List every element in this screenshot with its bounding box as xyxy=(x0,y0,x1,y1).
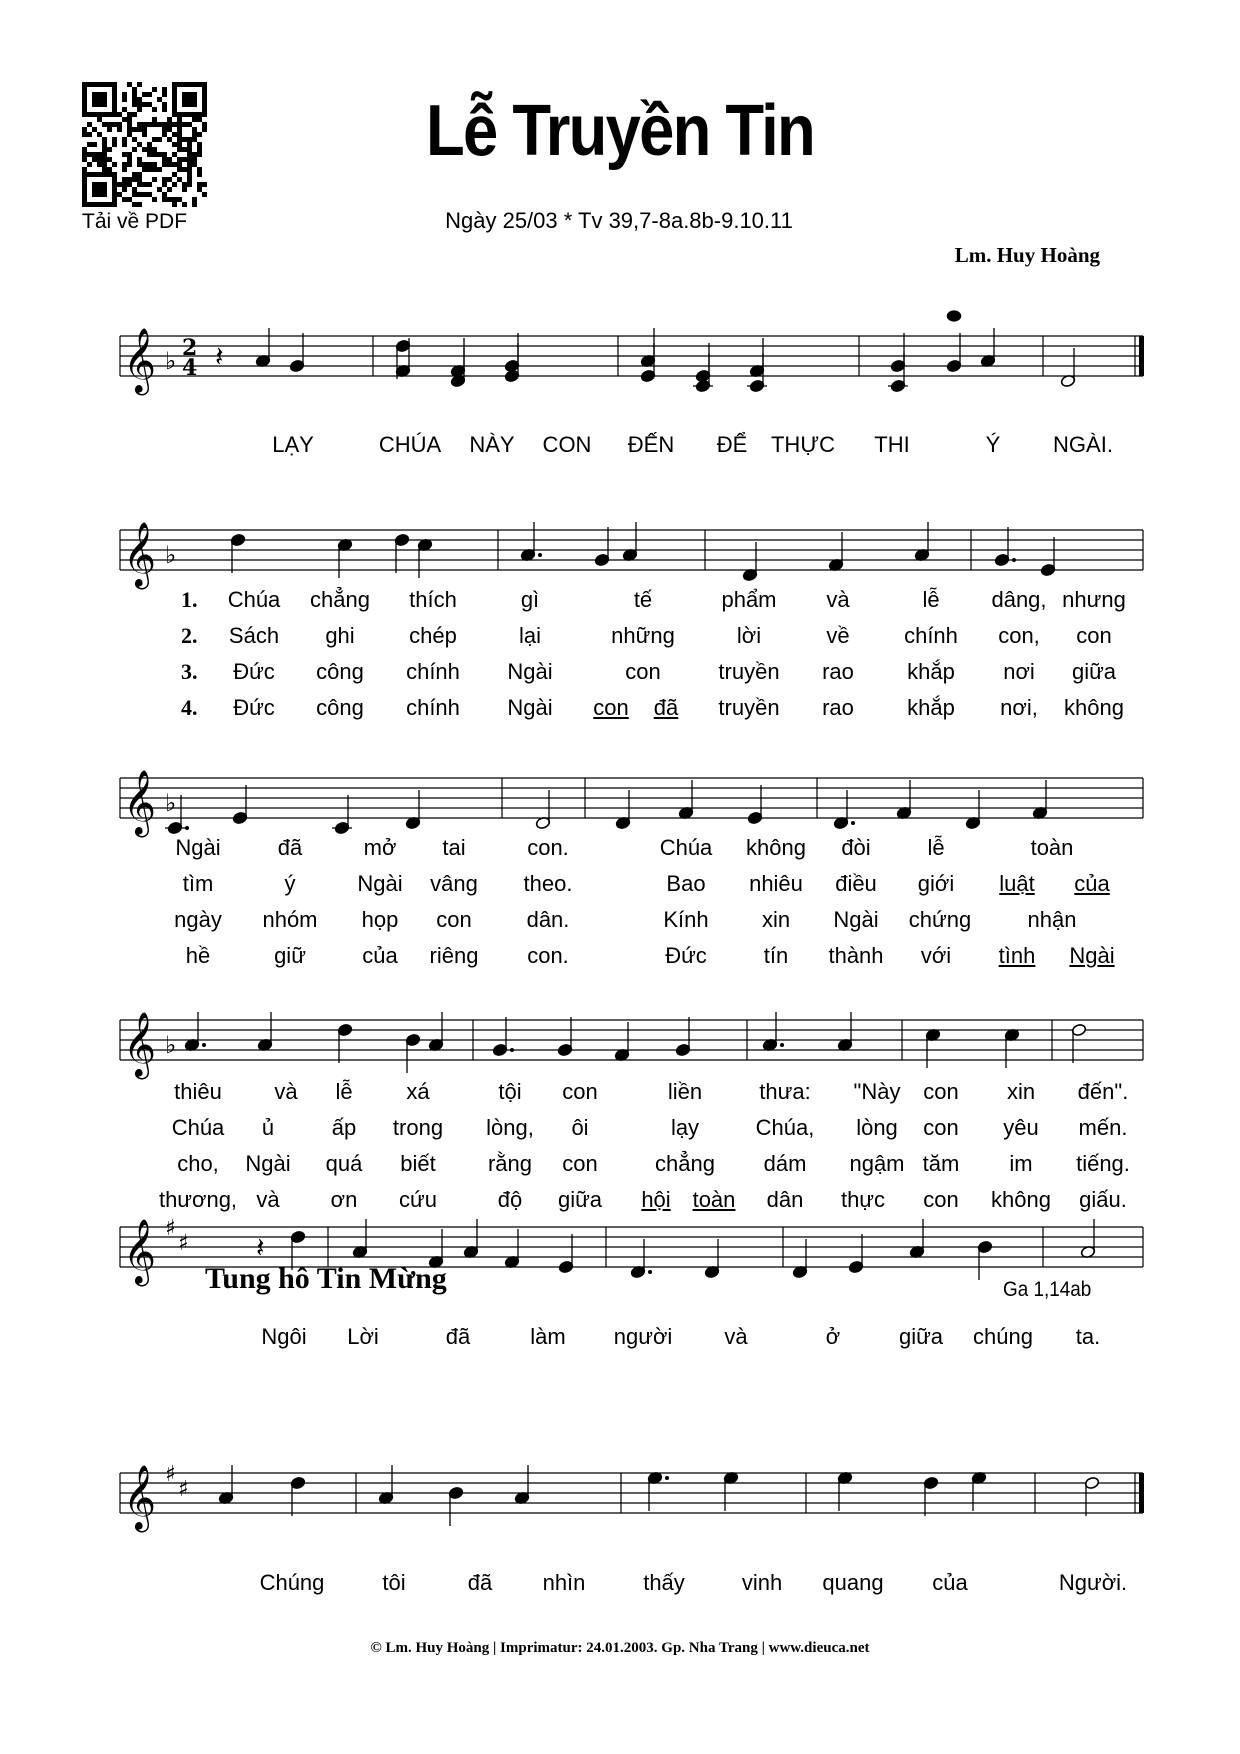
lyric: con xyxy=(625,659,661,684)
lyric: theo. xyxy=(523,871,573,896)
sharp-icon: ♯ xyxy=(165,1462,176,1487)
lyric: ôi xyxy=(571,1115,589,1140)
lyric: dân xyxy=(766,1187,804,1212)
lyric: thực xyxy=(840,1187,886,1212)
lyric: con xyxy=(593,695,629,720)
verse-number: 3. xyxy=(181,659,198,684)
lyric: ngày xyxy=(174,907,222,932)
lyric: cứu xyxy=(399,1187,437,1212)
rest-icon: 𝄽 xyxy=(215,340,224,373)
lyric: nhận xyxy=(1027,907,1077,932)
lyric: Ngài xyxy=(1069,943,1115,968)
lyric: quá xyxy=(325,1151,363,1176)
lyric: tội xyxy=(498,1079,522,1104)
lyric: công xyxy=(316,695,364,720)
lyric: trong xyxy=(392,1115,444,1140)
verse-number: 4. xyxy=(181,695,198,720)
lyric: Kính xyxy=(663,907,709,932)
lyric: đã xyxy=(277,835,303,860)
lyric: NÀY xyxy=(469,432,515,457)
lyric: Chúng xyxy=(259,1570,325,1595)
lyric: lòng, xyxy=(486,1115,534,1140)
lyric: nơi, xyxy=(1000,695,1038,720)
lyric: cho, xyxy=(177,1151,219,1176)
lyric: Đức xyxy=(665,943,707,968)
lyric: đã xyxy=(653,695,679,720)
dot xyxy=(780,1043,784,1047)
lyric: chép xyxy=(409,623,457,648)
lyric: "Này xyxy=(853,1079,901,1104)
lyric: lại xyxy=(518,623,542,648)
lyric: Chúa, xyxy=(755,1115,815,1140)
lyric: và xyxy=(256,1187,280,1212)
lyric: riêng xyxy=(429,943,479,968)
flat-icon: ♭ xyxy=(165,347,177,375)
lyric: về xyxy=(826,623,850,648)
lyric: giấu. xyxy=(1079,1187,1127,1212)
lyric: thưa: xyxy=(759,1079,811,1104)
dot xyxy=(851,821,855,825)
lyric: truyền xyxy=(718,695,780,720)
lyric: đã xyxy=(445,1324,471,1349)
lyric: vinh xyxy=(741,1570,783,1595)
treble-clef-icon: 𝄞 xyxy=(123,770,157,835)
lyric: LẠY xyxy=(272,432,314,457)
lyric: giữa xyxy=(898,1324,944,1349)
lyric: con xyxy=(923,1187,959,1212)
lyric: im xyxy=(1009,1151,1033,1176)
lyric: xá xyxy=(406,1079,430,1104)
sharp-icon: ♯ xyxy=(178,1477,189,1502)
verse-number: 1. xyxy=(181,587,198,612)
lyric: tìm xyxy=(182,871,214,896)
treble-clef-icon: 𝄞 xyxy=(123,1012,157,1077)
section-reference: Ga 1,14ab xyxy=(1003,1278,1092,1301)
lyric: chính xyxy=(904,623,958,648)
sharp-icon: ♯ xyxy=(178,1231,189,1256)
lyric: CHÚA xyxy=(378,432,442,457)
dot xyxy=(665,1476,669,1480)
lyric: đến". xyxy=(1077,1079,1129,1104)
lyric: NGÀI. xyxy=(1053,432,1113,457)
lyric: liền xyxy=(667,1079,703,1104)
lyric: chính xyxy=(406,659,460,684)
lyric: ĐỂ xyxy=(716,432,748,457)
lyric: thương, xyxy=(158,1187,238,1212)
lyric: tôi xyxy=(382,1570,406,1595)
lyric: Ngôi xyxy=(261,1324,307,1349)
lyric: THI xyxy=(874,432,910,457)
lyric: làm xyxy=(530,1324,566,1349)
treble-clef-icon: 𝄞 xyxy=(123,1465,157,1530)
lyric: lời xyxy=(736,623,762,648)
lyric: lạy xyxy=(670,1115,700,1140)
lyric: luật xyxy=(999,871,1035,896)
lyric: công xyxy=(316,659,364,684)
lyric: THỰC xyxy=(770,432,836,457)
lyric: ủ xyxy=(261,1115,275,1140)
lyric: ghi xyxy=(325,623,355,648)
lyric: lễ xyxy=(335,1079,353,1104)
staff-refrain xyxy=(0,316,1240,406)
lyric: tai xyxy=(442,835,466,860)
flat-icon: ♭ xyxy=(165,789,177,817)
note-head xyxy=(948,311,961,321)
treble-clef-icon: 𝄞 xyxy=(123,1219,157,1284)
lyric: nhưng xyxy=(1062,587,1126,612)
lyric: con. xyxy=(527,835,569,860)
final-barline xyxy=(1139,336,1144,376)
lyric: khắp xyxy=(907,659,955,684)
lyric: khắp xyxy=(907,695,955,720)
lyric: lễ xyxy=(922,587,940,612)
lyric: xin xyxy=(761,907,791,932)
lyric: đòi xyxy=(841,835,871,860)
lyric: tăm xyxy=(922,1151,960,1176)
lyric: không xyxy=(746,835,806,860)
lyric: rao xyxy=(822,659,854,684)
lyric: Ý xyxy=(985,432,1001,457)
lyric: truyền xyxy=(718,659,780,684)
dot xyxy=(510,1048,514,1052)
lyric: dám xyxy=(763,1151,807,1176)
subtitle: Ngày 25/03 * Tv 39,7-8a.8b-9.10.11 xyxy=(445,208,793,233)
lyric: thấy xyxy=(643,1570,685,1595)
lyric: chẳng xyxy=(655,1151,715,1176)
lyric: dâng, xyxy=(991,587,1047,612)
lyric: chẳng xyxy=(310,587,370,612)
footer: © Lm. Huy Hoàng | Imprimatur: 24.01.2003. Gp. Nha Trang | www.dieuca.net xyxy=(370,1640,870,1656)
lyric: gì xyxy=(520,587,540,612)
lyric: Ngài xyxy=(175,835,221,860)
lyric: hội xyxy=(641,1187,671,1212)
lyric: ngậm xyxy=(849,1151,905,1176)
lyric: chính xyxy=(406,695,460,720)
lyric: giới xyxy=(917,871,955,896)
lyric: lễ xyxy=(927,835,945,860)
lyric: họp xyxy=(361,907,399,932)
lyric: Ngài xyxy=(507,659,553,684)
time-sig-bottom: 4 xyxy=(182,355,198,381)
lyric: nhìn xyxy=(542,1570,586,1595)
lyric: với xyxy=(920,943,952,968)
lyric: Ngài xyxy=(245,1151,291,1176)
lyric: toàn xyxy=(1030,835,1074,860)
lyric: Đức xyxy=(233,695,275,720)
lyric: con. xyxy=(527,943,569,968)
lyric: giữa xyxy=(1071,659,1117,684)
lyric: ý xyxy=(284,871,296,896)
lyric: phẩm xyxy=(721,587,777,612)
lyric: Chúa xyxy=(659,835,713,860)
lyric: đã xyxy=(467,1570,493,1595)
lyric: tiếng. xyxy=(1076,1151,1130,1176)
time-sig-top: 2 xyxy=(182,335,198,361)
treble-clef-icon: 𝄞 xyxy=(123,328,157,393)
lyric: ở xyxy=(825,1324,841,1349)
treble-clef-icon: 𝄞 xyxy=(123,522,157,587)
lyric: CON xyxy=(542,432,592,457)
staff-acclamation-2 xyxy=(0,1453,1240,1543)
lyric: con, xyxy=(998,623,1040,648)
verse-number: 2. xyxy=(181,623,198,648)
lyric: của xyxy=(932,1570,968,1595)
lyric: ta. xyxy=(1075,1324,1101,1349)
lyric: con xyxy=(1076,623,1112,648)
lyric: không xyxy=(1064,695,1124,720)
lyric: và xyxy=(274,1079,298,1104)
lyric: ĐẾN xyxy=(627,432,675,457)
lyric: và xyxy=(826,587,850,612)
lyric: vâng xyxy=(430,871,478,896)
lyric: Chúa xyxy=(171,1115,225,1140)
lyric: con xyxy=(436,907,472,932)
lyric: nhóm xyxy=(262,907,318,932)
lyric: Ngài xyxy=(507,695,553,720)
lyric: nơi xyxy=(1003,659,1035,684)
lyric: biết xyxy=(400,1151,436,1176)
sharp-icon: ♯ xyxy=(165,1216,176,1241)
lyric: mến. xyxy=(1078,1115,1128,1140)
lyric: con xyxy=(562,1151,598,1176)
lyric: những xyxy=(611,623,675,648)
lyric: Chúa xyxy=(227,587,281,612)
lyric: con xyxy=(562,1079,598,1104)
lyric: thiêu xyxy=(174,1079,222,1104)
lyric: dân. xyxy=(526,907,570,932)
lyric: giữ xyxy=(274,943,306,968)
lyric: hề xyxy=(185,943,211,968)
dot xyxy=(648,1270,652,1274)
lyric: tế xyxy=(633,587,653,612)
section-heading: Tung hô Tin Mừng xyxy=(205,1262,447,1295)
lyric: chứng xyxy=(908,907,972,932)
lyric: ơn xyxy=(330,1187,358,1212)
lyric: Người. xyxy=(1058,1570,1128,1595)
lyric: Đức xyxy=(233,659,275,684)
dot xyxy=(185,826,189,830)
lyric: toàn xyxy=(692,1187,736,1212)
lyric: Ngài xyxy=(357,871,403,896)
lyric: thành xyxy=(828,943,884,968)
lyric: giữa xyxy=(557,1187,603,1212)
lyric: chúng xyxy=(973,1324,1033,1349)
lyric: Bao xyxy=(666,871,706,896)
lyric: con xyxy=(923,1079,959,1104)
lyric: lòng xyxy=(856,1115,898,1140)
lyric: và xyxy=(724,1324,748,1349)
staff-verse-3 xyxy=(0,1000,1240,1090)
lyric: thích xyxy=(409,587,457,612)
lyric: của xyxy=(362,943,398,968)
lyric: người xyxy=(613,1324,673,1349)
flat-icon: ♭ xyxy=(165,541,177,569)
lyric: quang xyxy=(822,1570,884,1595)
lyric: mở xyxy=(363,835,397,860)
lyric: Sách xyxy=(228,623,280,648)
lyric: con xyxy=(923,1115,959,1140)
dot xyxy=(1012,558,1016,562)
lyric: yêu xyxy=(1003,1115,1039,1140)
dot xyxy=(538,553,542,557)
lyric: Lời xyxy=(347,1324,379,1349)
flat-icon: ♭ xyxy=(165,1031,177,1059)
lyric: nhiêu xyxy=(749,871,803,896)
page-title: Lễ Truyền Tin xyxy=(426,91,814,171)
lyric: rằng xyxy=(487,1151,533,1176)
lyric: của xyxy=(1074,871,1110,896)
lyric: xin xyxy=(1006,1079,1036,1104)
lyric: độ xyxy=(497,1187,523,1212)
lyric: không xyxy=(991,1187,1051,1212)
lyric: điều xyxy=(835,871,877,896)
lyric: rao xyxy=(822,695,854,720)
lyric: Ngài xyxy=(833,907,879,932)
qr-caption[interactable]: Tải về PDF xyxy=(82,210,188,233)
final-barline xyxy=(1139,1473,1144,1513)
dot xyxy=(202,1043,206,1047)
composer: Lm. Huy Hoàng xyxy=(954,243,1100,267)
lyric: tín xyxy=(763,943,789,968)
rest-icon: 𝄽 xyxy=(256,1231,265,1264)
lyric: tình xyxy=(998,943,1036,968)
lyric: ấp xyxy=(331,1115,357,1140)
